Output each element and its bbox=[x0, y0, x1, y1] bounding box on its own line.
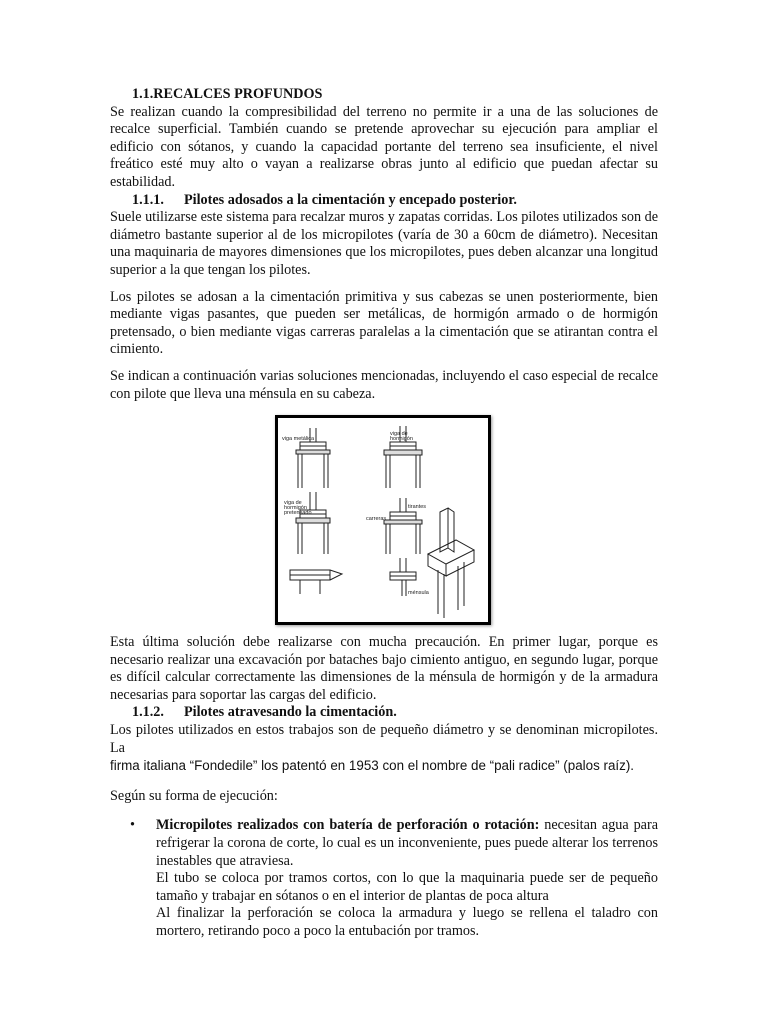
section-heading-1-1-1 bbox=[132, 192, 658, 210]
label-tirantes: tirantes bbox=[408, 504, 427, 511]
label-viga-pretensado-3: pretensado bbox=[284, 510, 312, 517]
paragraph-micropilotes bbox=[110, 722, 658, 776]
diagram-bataches bbox=[290, 570, 342, 594]
label-viga-pretensado-2: hormigón bbox=[284, 505, 307, 512]
recalce-diagram bbox=[278, 418, 488, 622]
bullet-icon: • bbox=[130, 817, 135, 834]
bullet-paragraph-3: Al finalizar la perforación se coloca la armadura y luego se rellena el taladro con mortero, retirando poco a poco la entubación por tramos. bbox=[156, 905, 658, 939]
paragraph-pilotes-adosados-1: Suele utilizarse este sistema para recalzar muros y zapatas corridas. Los pilotes utilizados son de diámetro bastante superior al de los micropilotes (varía de 30 a 60cm de diámetro). Necesitan una maquinaria de mayores dimensiones que los micropilotes, pues deben alcanzar una longitud superior a la que tengan los pilotes. bbox=[110, 209, 658, 278]
list-item bbox=[110, 817, 658, 940]
section-number: 1.1.2. bbox=[132, 704, 164, 721]
section-number: 1.1.1. bbox=[132, 191, 164, 208]
label-viga-hormigon-2: hormigón bbox=[390, 436, 413, 443]
section-title: Pilotes atravesando la cimentación. bbox=[184, 704, 397, 721]
paragraph-micropilotes-sans: firma italiana “Fondedile” los patentó en 1953 con el nombre de “pali radice” (palos raíz). bbox=[110, 758, 635, 774]
bullet-text: necesitan agua para refrigerar la corona de corte, lo cual es un inconveniente, pues puede alterar los terrenos inestables que atraviesa. bbox=[156, 817, 658, 869]
label-viga-metalica: viga metálica bbox=[282, 436, 315, 443]
paragraph-recalces-profundos: Se realizan cuando la compresibilidad del terreno no permite ir a una de las soluciones de recalce superficial. También cuando se pretende aprovechar su ejecución para ampliar el edificio con sótanos, y cuando la capacidad portante del terreno sea insuficiente, el nivel freático esté muy alto o vayan a realizarse obras junto al edificio que puedan afectar su estabilidad. bbox=[110, 103, 658, 190]
bullet-lead: Micropilotes realizados con batería de perforación o rotación: bbox=[156, 817, 540, 834]
paragraph-precaucion: Esta última solución debe realizarse con mucha precaución. En primer lugar, porque es necesario realizar una excavación por bataches bajo cimiento antiguo, en segundo lugar, porque es difícil calcular correctamente las dimensiones de la ménsula de hormigón y de la armadura necesarias para soportar las cargas del edificio. bbox=[110, 634, 658, 703]
bullet-list bbox=[110, 817, 658, 940]
section-title: Pilotes adosados a la cimentación y encepado posterior. bbox=[184, 191, 517, 208]
diagram-carreras-tirantes bbox=[366, 498, 426, 554]
label-viga-pretensado-1: viga de bbox=[284, 500, 302, 507]
section-heading-1-1: 1.1.RECALCES PROFUNDOS bbox=[132, 86, 323, 102]
diagram-mensula-isometric bbox=[428, 508, 474, 618]
paragraph-pilotes-adosados-3: Se indican a continuación varias soluciones mencionadas, incluyendo el caso especial de recalce con pilote que lleva una ménsula en su cabeza. bbox=[110, 367, 658, 402]
diagram-concrete-beam bbox=[384, 426, 422, 488]
paragraph-micropilotes-serif: Los pilotes utilizados en estos trabajos son de pequeño diámetro y se denominan micropilotes. La bbox=[110, 722, 658, 756]
label-carreras: carreras bbox=[366, 516, 387, 523]
recalce-solutions-figure bbox=[275, 415, 491, 625]
label-mensula: ménsula bbox=[408, 590, 429, 597]
section-heading-1-1-2 bbox=[132, 704, 658, 722]
label-viga-hormigon-1: viga de bbox=[390, 431, 408, 438]
paragraph-segun-ejecucion: Según su forma de ejecución: bbox=[110, 787, 278, 804]
diagram-prestressed-beam bbox=[284, 492, 330, 554]
diagram-steel-beam bbox=[282, 428, 330, 488]
diagram-mensula-pile bbox=[390, 558, 430, 596]
bullet-paragraph-1 bbox=[156, 817, 658, 870]
paragraph-pilotes-adosados-2: Los pilotes se adosan a la cimentación primitiva y sus cabezas se unen posteriormente, bien mediante vigas pasantes, que pueden ser metálicas, de hormigón armado o de hormigón pretensado, o bien mediante vigas carreras paralelas a la cimentación que se atirantan contra el cimiento. bbox=[110, 288, 658, 358]
document-page bbox=[110, 86, 658, 941]
bullet-paragraph-2: El tubo se coloca por tramos cortos, con lo que la maquinaria puede ser de pequeño tamaño y trabajar en sótanos o en el interior de plantas de poca altura bbox=[156, 870, 658, 904]
